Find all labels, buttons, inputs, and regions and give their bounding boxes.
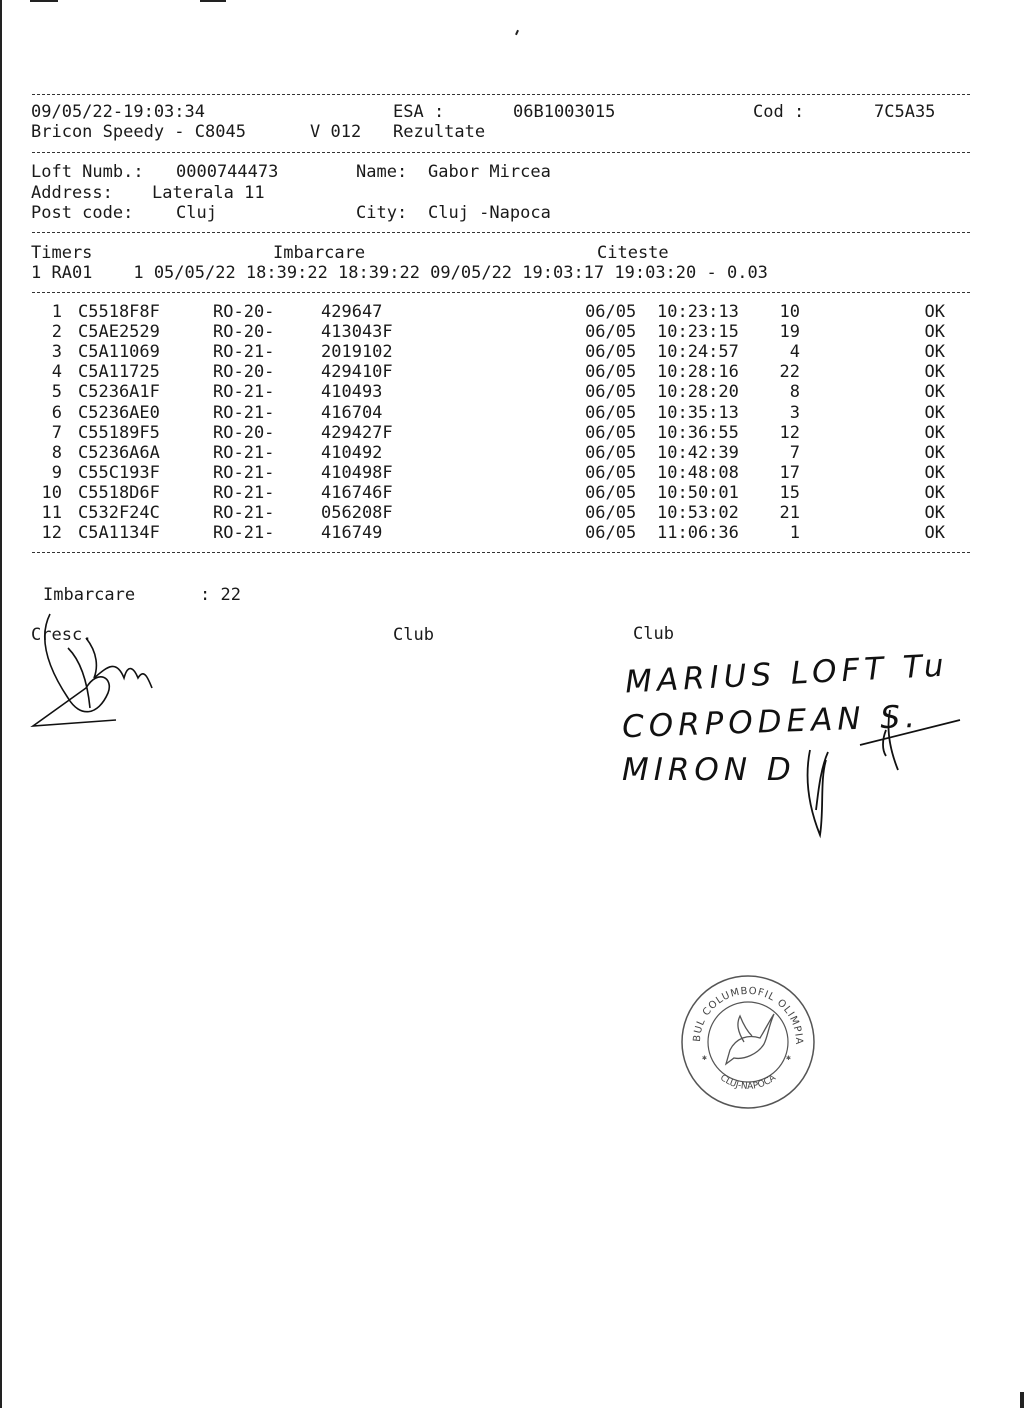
club-signature bbox=[790, 700, 970, 840]
ring-prefix: RO-21- bbox=[213, 442, 275, 463]
arrival-date: 06/05 bbox=[585, 302, 637, 322]
chip-id: C5236AE0 bbox=[78, 402, 160, 423]
row-number: 9 bbox=[51, 462, 62, 483]
row-number: 8 bbox=[51, 442, 62, 463]
esa-value: 06B1003015 bbox=[513, 102, 616, 122]
address-value: Laterala 11 bbox=[152, 183, 265, 203]
table-row bbox=[0, 322, 1024, 342]
table-row bbox=[0, 463, 1024, 483]
star-icon: ✱ bbox=[702, 1053, 707, 1062]
table-row bbox=[0, 362, 1024, 382]
ring-number: 413043F bbox=[321, 322, 393, 343]
status: OK bbox=[924, 302, 945, 322]
ring-number: 410498F bbox=[321, 462, 393, 483]
ring-number: 416704 bbox=[321, 402, 383, 423]
ring-number: 416746F bbox=[321, 482, 393, 503]
timers-row: 1 RA01 1 05/05/22 18:39:22 18:39:22 09/05/22 19:03:17 19:03:20 - 0.03 bbox=[31, 263, 768, 283]
arrival-date: 06/05 bbox=[585, 402, 637, 423]
club-label-2: Club bbox=[633, 624, 674, 644]
device-name: Bricon Speedy - C8045 bbox=[31, 122, 246, 142]
basket-position: 8 bbox=[789, 382, 800, 403]
row-number: 5 bbox=[51, 382, 62, 403]
table-row bbox=[0, 382, 1024, 402]
row-number: 12 bbox=[41, 523, 62, 544]
report-type: Rezultate bbox=[393, 122, 486, 142]
status: OK bbox=[924, 503, 945, 523]
crescator-label: Cresc. bbox=[31, 625, 93, 645]
divider bbox=[32, 292, 970, 293]
scan-edge-right bbox=[1020, 1392, 1024, 1408]
basket-position: 3 bbox=[789, 402, 800, 423]
row-number: 3 bbox=[51, 342, 62, 363]
table-row bbox=[0, 423, 1024, 443]
arrival-date: 06/05 bbox=[585, 523, 637, 544]
chip-id: C5A1134F bbox=[78, 523, 160, 544]
results-table bbox=[0, 302, 1024, 547]
city-value: Cluj -Napoca bbox=[428, 203, 551, 223]
table-row bbox=[0, 302, 1024, 322]
arrival-date: 06/05 bbox=[585, 422, 637, 443]
basket-total-label: Imbarcare bbox=[43, 585, 136, 605]
status: OK bbox=[924, 342, 945, 363]
basket-position: 19 bbox=[779, 322, 800, 343]
ring-number: 410493 bbox=[321, 382, 383, 403]
ring-number: 429647 bbox=[321, 302, 383, 322]
device-version: V 012 bbox=[310, 122, 362, 142]
ring-number: 410492 bbox=[321, 442, 383, 463]
loft-value: 0000744473 bbox=[176, 162, 279, 182]
table-row bbox=[0, 403, 1024, 423]
arrival-time: 10:35:13 bbox=[657, 402, 739, 423]
chip-id: C532F24C bbox=[78, 503, 160, 523]
postcode-value: Cluj bbox=[176, 203, 217, 223]
dove-icon bbox=[726, 1014, 774, 1064]
chip-id: C5518D6F bbox=[78, 482, 160, 503]
club-stamp bbox=[673, 964, 818, 1112]
basket-position: 12 bbox=[779, 422, 800, 443]
ring-prefix: RO-20- bbox=[213, 322, 275, 343]
status: OK bbox=[924, 322, 945, 343]
ring-prefix: RO-20- bbox=[213, 422, 275, 443]
basket-position: 22 bbox=[779, 362, 800, 383]
ring-prefix: RO-21- bbox=[213, 482, 275, 503]
status: OK bbox=[924, 482, 945, 503]
status: OK bbox=[924, 442, 945, 463]
name-label: Name: bbox=[356, 162, 408, 182]
name-value: Gabor Mircea bbox=[428, 162, 551, 182]
ring-prefix: RO-21- bbox=[213, 402, 275, 423]
status: OK bbox=[924, 422, 945, 443]
table-row bbox=[0, 523, 1024, 543]
arrival-date: 06/05 bbox=[585, 382, 637, 403]
arrival-time: 10:50:01 bbox=[657, 482, 739, 503]
timers-basket-label: Imbarcare bbox=[273, 243, 366, 263]
stamp-top-text: CLUBUL COLUMBOFIL OLIMPIA 94 bbox=[673, 964, 805, 1046]
arrival-time: 10:23:15 bbox=[657, 322, 739, 343]
status: OK bbox=[924, 523, 945, 544]
basket-position: 1 bbox=[789, 523, 800, 544]
club-label-1: Club bbox=[393, 625, 434, 645]
ring-number: 429427F bbox=[321, 422, 393, 443]
row-number: 6 bbox=[51, 402, 62, 423]
arrival-time: 10:24:57 bbox=[657, 342, 739, 363]
divider bbox=[32, 94, 970, 95]
ring-prefix: RO-20- bbox=[213, 302, 275, 322]
basket-position: 17 bbox=[779, 462, 800, 483]
chip-id: C55C193F bbox=[78, 462, 160, 483]
loft-label: Loft Numb.: bbox=[31, 162, 144, 182]
arrival-date: 06/05 bbox=[585, 462, 637, 483]
timers-read-label: Citeste bbox=[597, 243, 669, 263]
ring-number: 2019102 bbox=[321, 342, 393, 363]
row-number: 11 bbox=[41, 503, 62, 523]
row-number: 7 bbox=[51, 422, 62, 443]
scan-edge-left bbox=[0, 0, 2, 1408]
arrival-date: 06/05 bbox=[585, 342, 637, 363]
scan-mark-top-1 bbox=[30, 0, 58, 2]
arrival-date: 06/05 bbox=[585, 362, 637, 383]
arrival-time: 10:36:55 bbox=[657, 422, 739, 443]
arrival-time: 11:06:36 bbox=[657, 523, 739, 544]
table-row bbox=[0, 503, 1024, 523]
ring-prefix: RO-21- bbox=[213, 382, 275, 403]
cod-label: Cod : bbox=[753, 102, 805, 122]
row-number: 4 bbox=[51, 362, 62, 383]
stamp-bottom-text: CLUJ-NAPOCA bbox=[718, 1073, 778, 1092]
arrival-time: 10:48:08 bbox=[657, 462, 739, 483]
arrival-date: 06/05 bbox=[585, 482, 637, 503]
basket-position: 4 bbox=[789, 342, 800, 363]
status: OK bbox=[924, 402, 945, 423]
chip-id: C5236A1F bbox=[78, 382, 160, 403]
scan-mark-top-2 bbox=[200, 0, 226, 2]
chip-id: C55189F5 bbox=[78, 422, 160, 443]
row-number: 2 bbox=[51, 322, 62, 343]
table-row bbox=[0, 483, 1024, 503]
chip-id: C5236A6A bbox=[78, 442, 160, 463]
ring-number: 429410F bbox=[321, 362, 393, 383]
scan-speck bbox=[515, 30, 519, 35]
divider bbox=[32, 232, 970, 233]
table-row bbox=[0, 443, 1024, 463]
ring-prefix: RO-20- bbox=[213, 362, 275, 383]
basket-total-value: : 22 bbox=[200, 585, 241, 605]
status: OK bbox=[924, 462, 945, 483]
arrival-date: 06/05 bbox=[585, 322, 637, 343]
ring-number: 056208F bbox=[321, 503, 393, 523]
header-datetime: 09/05/22-19:03:34 bbox=[31, 102, 205, 122]
arrival-time: 10:42:39 bbox=[657, 442, 739, 463]
ring-prefix: RO-21- bbox=[213, 503, 275, 523]
handwritten-line-3: MIRON D bbox=[622, 752, 796, 788]
ring-prefix: RO-21- bbox=[213, 523, 275, 544]
chip-id: C5A11069 bbox=[78, 342, 160, 363]
arrival-time: 10:53:02 bbox=[657, 503, 739, 523]
postcode-label: Post code: bbox=[31, 203, 134, 223]
cod-value: 7C5A35 bbox=[874, 102, 936, 122]
divider bbox=[32, 152, 970, 153]
chip-id: C5518F8F bbox=[78, 302, 160, 322]
fancier-signature bbox=[28, 608, 158, 728]
timers-label: Timers bbox=[31, 243, 93, 263]
ring-number: 416749 bbox=[321, 523, 383, 544]
arrival-time: 10:28:16 bbox=[657, 362, 739, 383]
row-number: 1 bbox=[51, 302, 62, 322]
table-row bbox=[0, 342, 1024, 362]
arrival-time: 10:23:13 bbox=[657, 302, 739, 322]
esa-label: ESA : bbox=[393, 102, 445, 122]
ring-prefix: RO-21- bbox=[213, 342, 275, 363]
divider bbox=[32, 552, 970, 553]
basket-position: 15 bbox=[779, 482, 800, 503]
basket-position: 21 bbox=[779, 503, 800, 523]
chip-id: C5A11725 bbox=[78, 362, 160, 383]
arrival-time: 10:28:20 bbox=[657, 382, 739, 403]
status: OK bbox=[924, 382, 945, 403]
row-number: 10 bbox=[41, 482, 62, 503]
status: OK bbox=[924, 362, 945, 383]
star-icon: ✱ bbox=[786, 1053, 791, 1062]
arrival-date: 06/05 bbox=[585, 442, 637, 463]
chip-id: C5AE2529 bbox=[78, 322, 160, 343]
handwritten-line-1: MARIUS LOFT Tu bbox=[624, 647, 950, 701]
basket-position: 10 bbox=[779, 302, 800, 322]
basket-position: 7 bbox=[789, 442, 800, 463]
city-label: City: bbox=[356, 203, 408, 223]
address-label: Address: bbox=[31, 183, 113, 203]
handwritten-line-2: CORPODEAN S. bbox=[621, 698, 921, 746]
ring-prefix: RO-21- bbox=[213, 462, 275, 483]
arrival-date: 06/05 bbox=[585, 503, 637, 523]
